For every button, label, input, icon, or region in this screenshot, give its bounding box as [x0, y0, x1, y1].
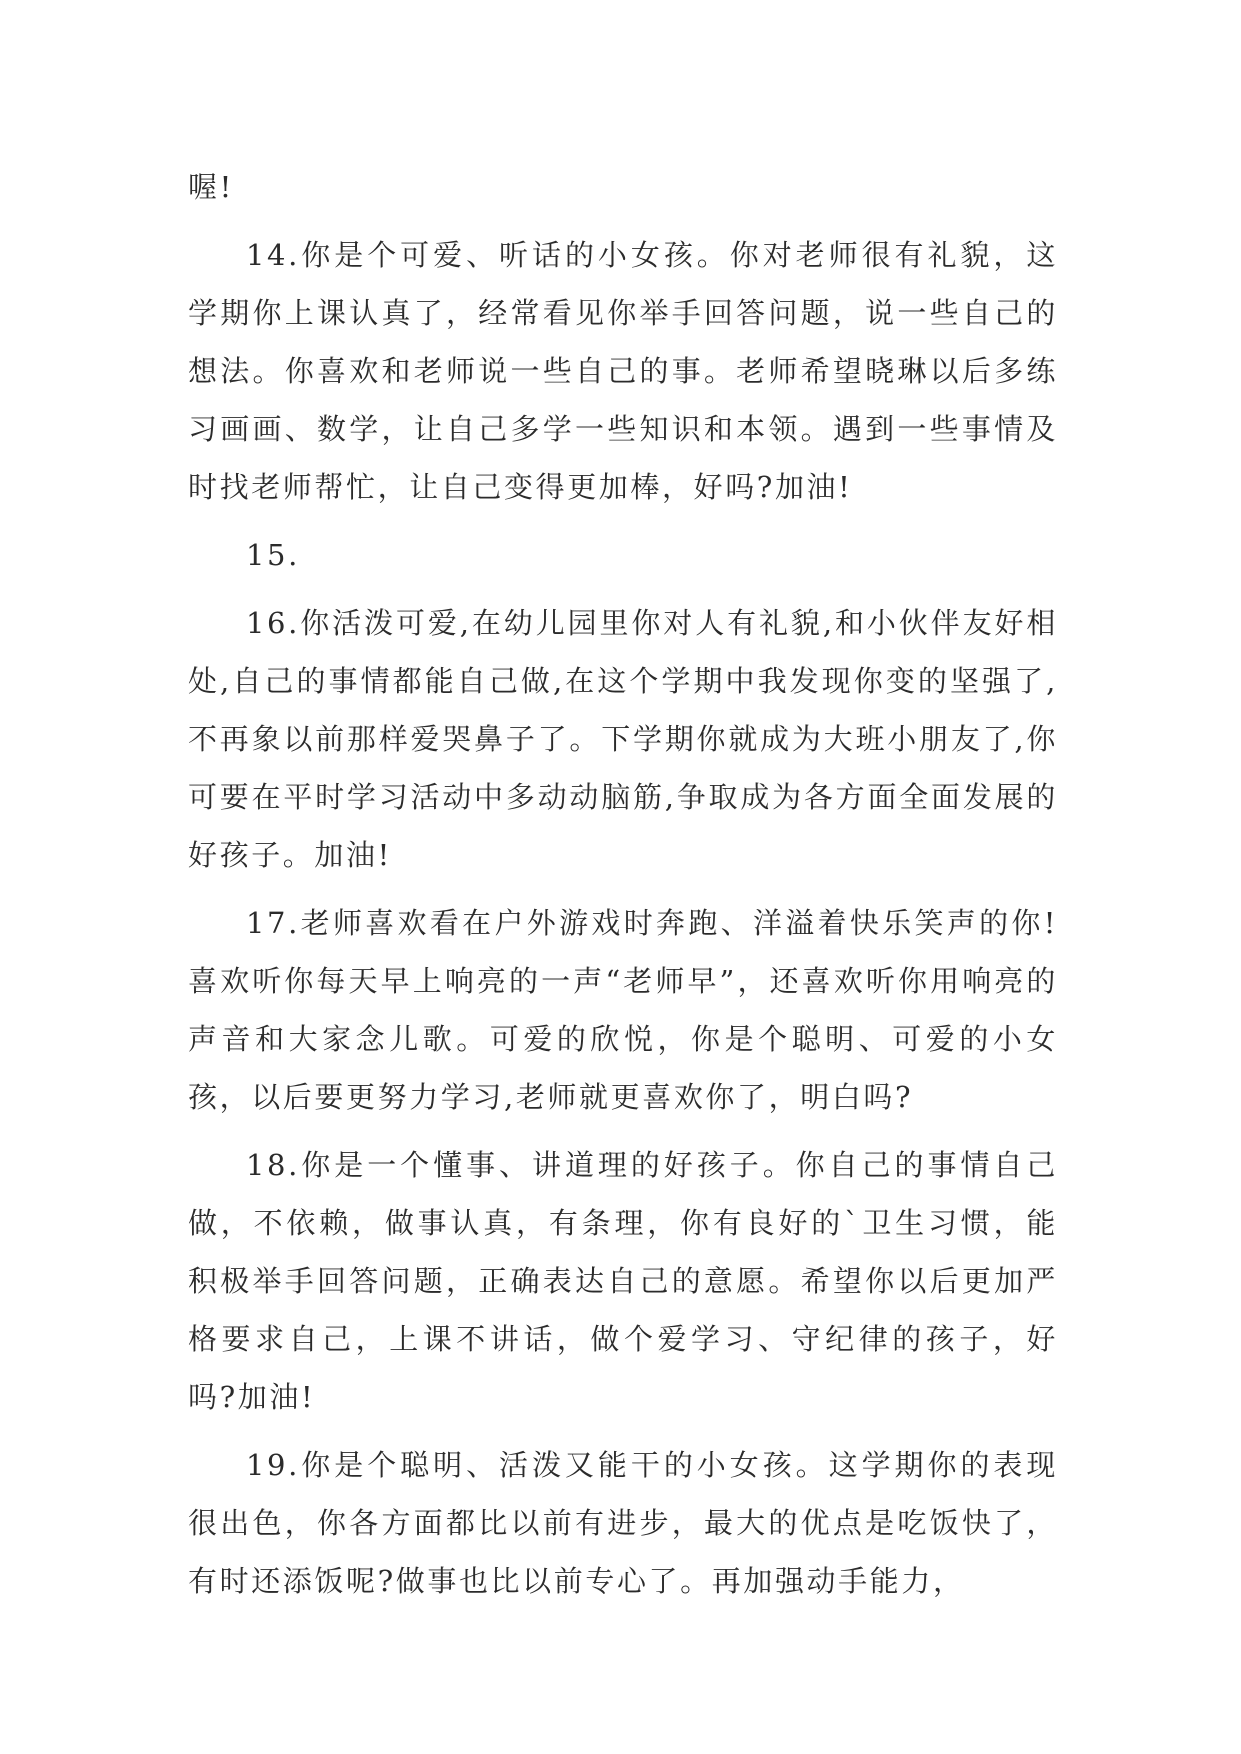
paragraph-15: 15.: [246, 538, 300, 572]
paragraph-18: 18.你是一个懂事、讲道理的好孩子。你自己的事情自己做，不依赖，做事认真，有条理，你有良好的`卫生习惯，能积极举手回答问题，正确表达自己的意愿。希望你以后更加严格要求自己，上课不讲话，做个爱学习、守纪律的孩子，好吗?加油!: [188, 1148, 1058, 1414]
paragraph-14: 14.你是个可爱、听话的小女孩。你对老师很有礼貌，这学期你上课认真了，经常看见你举手回答问题，说一些自己的想法。你喜欢和老师说一些自己的事。老师希望晓琳以后多练习画画、数学，让自己多学一些知识和本领。遇到一些事情及时找老师帮忙，让自己变得更加棒，好吗?加油!: [188, 238, 1058, 504]
paragraph-continuation: 喔!: [188, 170, 234, 204]
paragraph-17: 17.老师喜欢看在户外游戏时奔跑、洋溢着快乐笑声的你!喜欢听你每天早上响亮的一声“老师早”，还喜欢听你用响亮的声音和大家念儿歌。可爱的欣悦，你是个聪明、可爱的小女孩，以后要更努力学习,老师就更喜欢你了，明白吗?: [188, 906, 1058, 1114]
document-body: [188, 158, 1058, 1620]
paragraph-19: 19.你是个聪明、活泼又能干的小女孩。这学期你的表现很出色，你各方面都比以前有进步，最大的优点是吃饭快了，有时还添饭呢?做事也比以前专心了。再加强动手能力，: [188, 1448, 1058, 1598]
paragraph-16: 16.你活泼可爱,在幼儿园里你对人有礼貌,和小伙伴友好相处,自己的事情都能自己做,在这个学期中我发现你变的坚强了,不再象以前那样爱哭鼻子了。下学期你就成为大班小朋友了,你可要在平时学习活动中多动动脑筋,争取成为各方面全面发展的好孩子。加油!: [188, 606, 1058, 872]
